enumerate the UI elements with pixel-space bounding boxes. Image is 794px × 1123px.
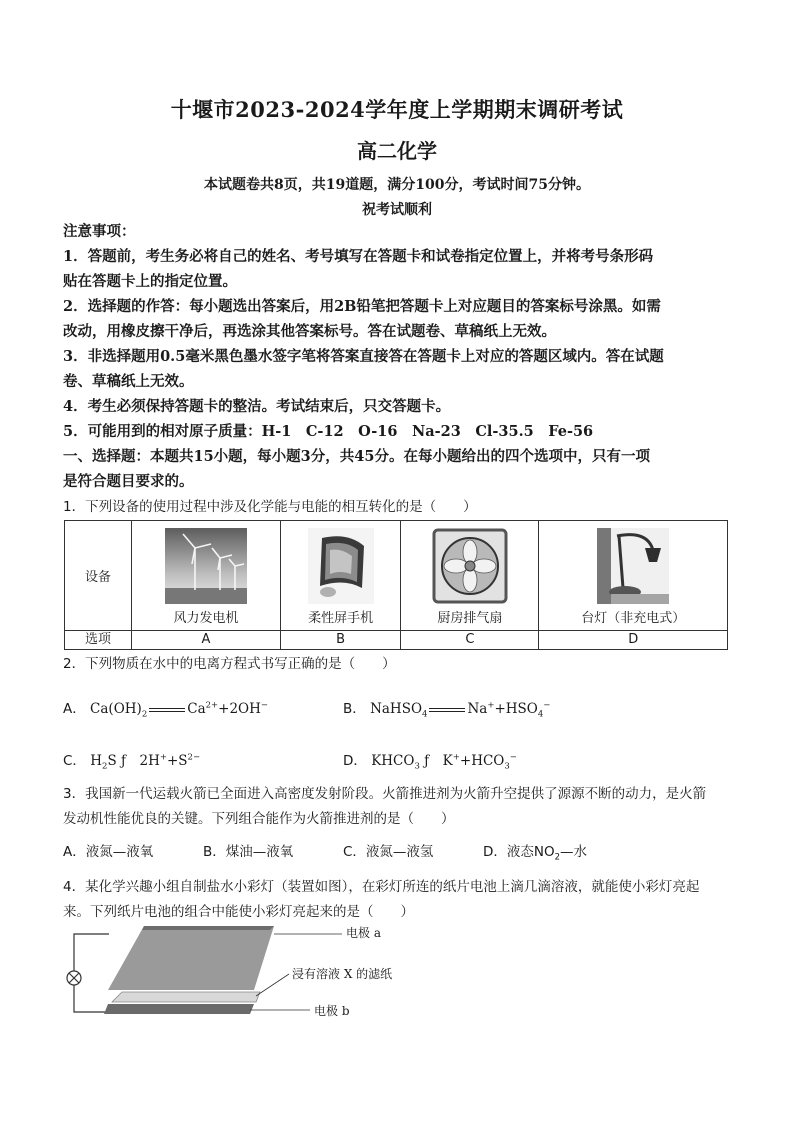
device-name: 柔性屏手机 <box>308 611 374 626</box>
q1-stem: 1．下列设备的使用过程中涉及化学能与电能的相互转化的是（ ） <box>63 499 477 515</box>
note-line: 改动，用橡皮擦干净后，再选涂其他答案标号。答在试题卷、草稿纸上无效。 <box>63 323 556 340</box>
option-letter: C <box>401 631 539 650</box>
exhaust-fan-photo-icon <box>401 528 538 608</box>
device-cell <box>539 521 728 631</box>
equation-a: $Ca(OH)_2$ $Ca^{2+}+2OH^-$ <box>90 700 269 720</box>
option-label: B． <box>343 701 366 717</box>
equation-b: NaHSO$_4$ $Na^++HSO_4^-$ <box>370 700 551 720</box>
q2-option-b <box>343 697 550 720</box>
note-line: 卷、草稿纸上无效。 <box>63 373 194 390</box>
q3-stem-line2: 发动机性能优良的关键。下列组合能作为火箭推进剂的是（ ） <box>63 811 455 827</box>
subject-title: 高二化学 <box>357 139 437 163</box>
option-letter: A <box>132 631 281 650</box>
filter-paper-label: 浸有溶液 X 的滤纸 <box>292 967 393 981</box>
section-heading: 一、选择题：本题共15小题，每小题3分，共45分。在每小题给出的四个选项中，只有一项 <box>63 448 650 465</box>
note-line: 1．答题前，考生务必将自己的姓名、考号填写在答题卡和试卷指定位置上，并将考号条形码 <box>63 248 654 265</box>
q2-option-a <box>63 697 268 720</box>
device-cell <box>280 521 400 631</box>
electrode-b-label: 电极 b <box>314 1004 350 1018</box>
desk-lamp-photo-icon <box>539 528 727 608</box>
q4-stem-line1: 4．某化学兴趣小组自制盐水小彩灯（装置如图），在彩灯所连的纸片电池上滴几滴溶液，就能使小彩灯亮起 <box>63 879 700 895</box>
q2-stem: 2．下列物质在水中的电离方程式书写正确的是（ ） <box>63 656 396 672</box>
q4-stem-line2: 来。下列纸片电池的组合中能使小彩灯亮起来的是（ ） <box>63 904 414 920</box>
option-label: D． <box>343 753 367 769</box>
note-line: 5．可能用到的相对原子质量：H-1 C-12 O-16 Na-23 Cl-35.5 Fe-56 <box>63 423 594 440</box>
q1-device-table <box>64 520 728 650</box>
note-line: 贴在答题卡上的指定位置。 <box>63 273 237 290</box>
section-heading-cont: 是符合题目要求的。 <box>63 473 194 490</box>
note-line: 2．选择题的作答：每小题选出答案后，用2B铅笔把答题卡上对应题目的答案标号涂黑。如需 <box>63 298 661 315</box>
exam-title: 十堰市2023-2024学年度上学期期末调研考试 <box>170 97 624 122</box>
q3-stem-line1: 3．我国新一代运载火箭已全面进入高密度发射阶段。火箭推进剂为火箭升空提供了源源不断的动力，是火箭 <box>63 786 707 802</box>
exam-info: 本试题卷共8页，共19道题，满分100分，考试时间75分钟。 <box>204 177 590 193</box>
device-name: 厨房排气扇 <box>437 611 503 626</box>
device-cell <box>132 521 281 631</box>
wind-turbine-photo-icon <box>132 528 280 608</box>
device-name: 台灯（非充电式） <box>581 611 686 626</box>
note-line: 4．考生必须保持答题卡的整洁。考试结束后，只交答题卡。 <box>63 398 451 415</box>
q3-option-d: D．液态$NO_2—$水 <box>483 844 588 863</box>
notes-heading: 注意事项： <box>63 223 136 240</box>
option-label: C． <box>63 753 86 769</box>
device-cell <box>401 521 539 631</box>
option-letter: D <box>539 631 728 650</box>
q3-option-c: C．液氮—液氢 <box>343 844 434 860</box>
option-letter: B <box>280 631 400 650</box>
device-name: 风力发电机 <box>173 611 239 626</box>
flexible-phone-photo-icon <box>281 528 400 608</box>
electrode-a-label: 电极 a <box>346 926 381 940</box>
exam-wish: 祝考试顺利 <box>362 202 432 218</box>
q2-option-c <box>63 749 200 772</box>
equation-d: $KHCO_3$ ƒ $K^++HCO_3^-$ <box>371 752 517 772</box>
q2-option-d <box>343 749 517 772</box>
note-line: 3．非选择题用0.5毫米黑色墨水签字笔将答案直接答在答题卡上对应的答题区域内。答在试题 <box>63 348 664 365</box>
paper-battery-diagram <box>64 922 424 1022</box>
row-label-option: 选项 <box>65 631 132 650</box>
row-label-device: 设备 <box>65 521 132 631</box>
q3-option-b: B．煤油—液氧 <box>203 844 294 860</box>
equation-c: $H_2S$ ƒ $2H^++S^{2-}$ <box>90 752 201 772</box>
q3-option-a: A．液氮—液氧 <box>63 844 154 860</box>
option-label: A． <box>63 701 86 717</box>
